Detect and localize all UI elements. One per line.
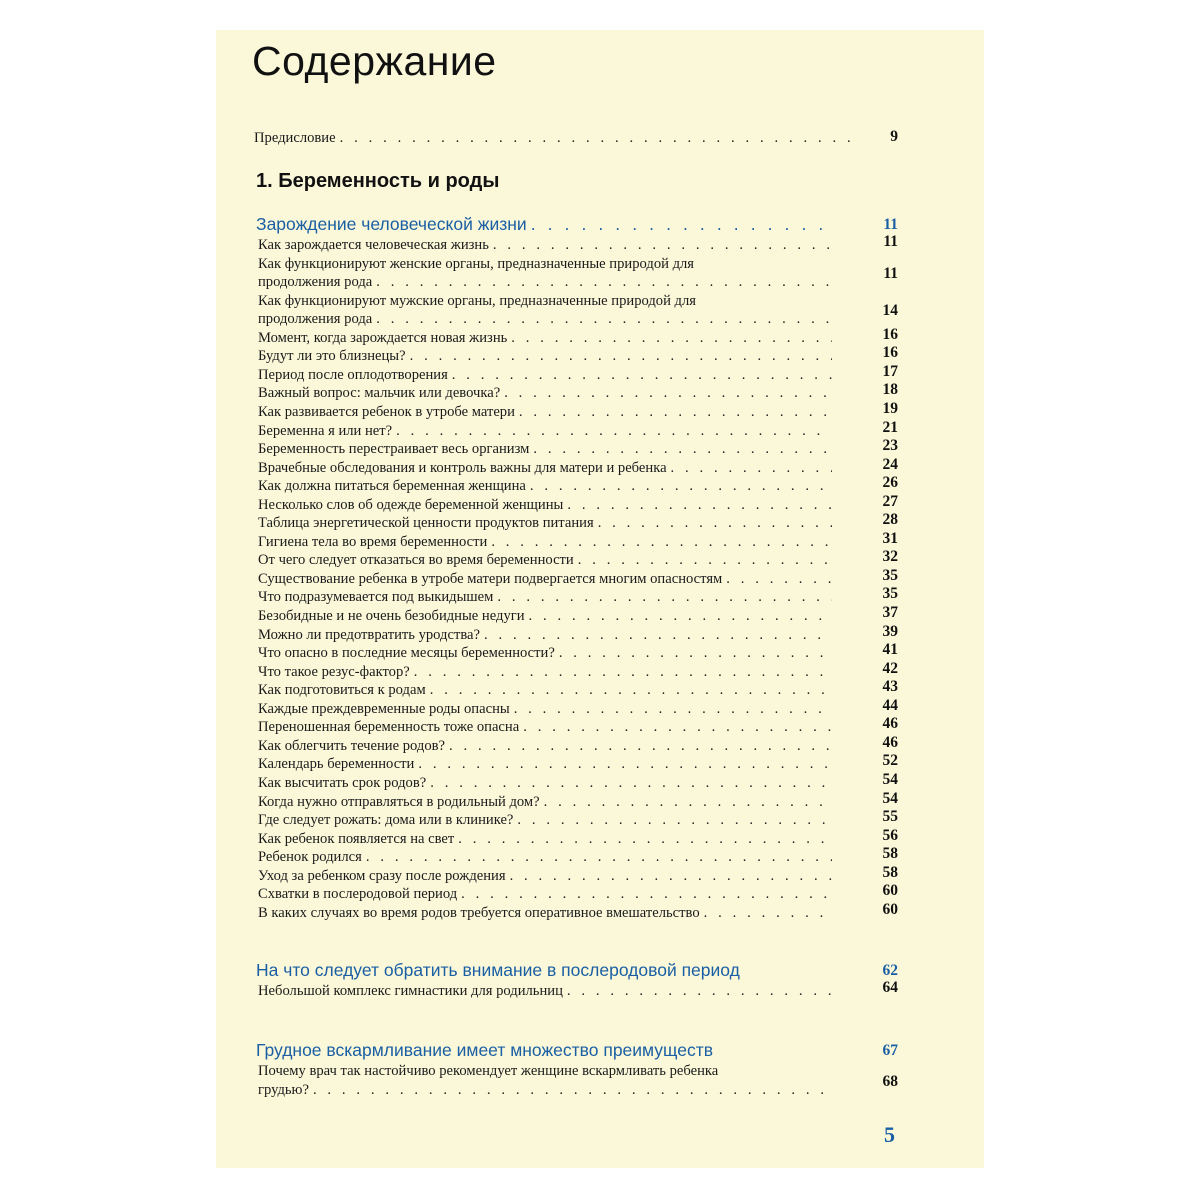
toc-entry-label: Беременность перестраивает весь организм <box>258 441 530 458</box>
toc-entry-label-line1: Как функционируют женские органы, предназначенные природой для <box>258 255 695 272</box>
toc-entry-label: Каждые преждевременные роды опасны <box>258 700 510 717</box>
toc-entry-label: Схватки в послеродовой период <box>258 886 458 903</box>
toc-page-number: 19 <box>882 399 898 417</box>
toc-entry-label: Беременна я или нет? <box>258 422 393 439</box>
toc-entry-label: Как развивается ребенок в утробе матери <box>258 403 515 420</box>
toc-page-number: 28 <box>882 511 898 529</box>
toc-page-number: 16 <box>882 325 898 343</box>
toc-entry-label: Врачебные обследования и контроль важны для матери и ребенка <box>258 459 667 476</box>
toc-page-number: 9 <box>890 128 898 145</box>
toc-entry-label: Календарь беременности <box>258 756 415 773</box>
toc-page-number: 58 <box>882 845 898 863</box>
toc-page-number: 35 <box>882 585 898 603</box>
toc-section-heading-label: Грудное вскармливание имеет множество преимуществ <box>256 1040 714 1060</box>
toc-page-number: 39 <box>882 622 898 640</box>
toc-page-number: 21 <box>882 418 898 436</box>
toc-entry-label: Предисловие <box>254 130 336 146</box>
toc-entry-label: В каких случаях во время родов требуется оперативное вмешательство <box>258 904 700 921</box>
toc-entry-label: Что опасно в последние месяцы беременности? <box>258 645 555 662</box>
toc-entry-label: Будут ли это близнецы? <box>258 348 406 365</box>
toc-page-number: 31 <box>882 529 898 547</box>
toc-page-number: 46 <box>882 733 898 751</box>
toc-entry-label: Безобидные и не очень безобидные недуги <box>258 608 525 624</box>
toc-page-number: 54 <box>882 789 898 807</box>
toc-page-number: 27 <box>882 492 898 510</box>
toc-entry-label: Как высчитать срок родов? <box>258 774 427 791</box>
toc-page-number: 17 <box>882 362 898 380</box>
toc-section-heading-label: Зарождение человеческой жизни <box>256 214 527 234</box>
toc-page-number: 60 <box>882 882 898 900</box>
toc-page-number: 42 <box>882 659 898 677</box>
toc-page-number: 26 <box>882 474 898 492</box>
toc-entry-label: грудью? <box>258 1081 309 1098</box>
toc-entry-label: Как должна питаться беременная женщина <box>258 478 526 495</box>
toc-page-number: 67 <box>882 1042 898 1059</box>
toc-page-number: 46 <box>882 715 898 733</box>
toc-page-number: 23 <box>882 437 898 455</box>
toc-entry-label: Небольшой комплекс гимнастики для родильниц <box>258 983 563 999</box>
toc-entry-label: продолжения рода <box>258 274 373 291</box>
toc-entry-label: продолжения рода <box>258 311 373 328</box>
toc-section-heading-label: На что следует обратить внимание в послеродовой период <box>256 960 740 980</box>
toc-page-number: 32 <box>882 548 898 566</box>
toc-entry-label: Что подразумевается под выкидышем <box>258 589 494 606</box>
toc-page-number: 35 <box>882 566 898 584</box>
toc-page-number: 60 <box>882 900 898 918</box>
toc-entry-label: Таблица энергетической ценности продуктов питания <box>258 515 594 532</box>
toc-page-number: 14 <box>882 302 898 320</box>
part-title: 1. Беременность и роды <box>256 170 500 192</box>
toc-page-number: 37 <box>882 604 898 621</box>
toc-entry-label: Момент, когда зарождается новая жизнь <box>258 329 508 346</box>
toc-page-number: 58 <box>882 863 898 881</box>
toc-page-number: 24 <box>882 455 898 473</box>
toc-entry-label: Период после оплодотворения <box>258 366 448 383</box>
toc-entry-label-line1: Почему врач так настойчиво рекомендует женщине вскармливать ребенка <box>258 1063 719 1079</box>
toc-entry-label: Где следует рожать: дома или в клинике? <box>258 812 514 829</box>
toc-page-number: 16 <box>882 344 898 362</box>
toc-page-number: 11 <box>883 216 898 233</box>
toc-page-number: 52 <box>882 752 898 770</box>
toc-entry-label: Существование ребенка в утробе матери подвергается многим опасностям <box>258 570 723 587</box>
toc-entry-label: Уход за ребенком сразу после рождения <box>258 867 506 884</box>
toc-page-number: 44 <box>882 696 898 714</box>
page-folio: 5 <box>884 1122 895 1147</box>
toc-page-number: 64 <box>882 979 898 996</box>
toc-entry-label: Важный вопрос: мальчик или девочка? <box>258 385 501 402</box>
toc-page-number: 41 <box>882 641 898 659</box>
toc-entry-label: Как подготовиться к родам <box>258 682 426 699</box>
toc-page-number: 56 <box>882 826 898 844</box>
toc-page-number: 43 <box>882 678 898 696</box>
toc-entry-label-line1: Как функционируют мужские органы, предназначенные природой для <box>258 292 696 309</box>
toc-entry-label: От чего следует отказаться во время беременности <box>258 552 574 569</box>
page-title: Содержание <box>252 38 497 84</box>
toc-entry-label: Как зарождается человеческая жизнь <box>258 237 489 253</box>
toc-entry-label: Несколько слов об одежде беременной женщины <box>258 496 564 513</box>
toc-entry-label: Ребенок родился <box>258 849 362 866</box>
toc-page-number: 55 <box>882 808 898 826</box>
book-page <box>216 30 984 1168</box>
toc-entry-label: Что такое резус-фактор? <box>258 663 410 680</box>
toc-entry-label: Когда нужно отправляться в родильный дом? <box>258 793 540 810</box>
toc-entry-label: Как облегчить течение родов? <box>258 737 446 754</box>
toc-entry-label: Переношенная беременность тоже опасна <box>258 719 520 736</box>
toc-page-number: 62 <box>882 962 898 979</box>
toc-page-number: 11 <box>883 233 898 250</box>
toc-page-number: 18 <box>882 381 898 399</box>
toc-entry-label: Как ребенок появляется на свет <box>258 830 455 847</box>
toc-entry-label: Гигиена тела во время беременности <box>258 533 488 550</box>
toc-page-number: 54 <box>882 770 898 788</box>
toc-page-number: 68 <box>882 1072 898 1090</box>
toc-page-number: 11 <box>883 265 898 283</box>
toc-entry-label: Можно ли предотвратить уродства? <box>258 626 480 643</box>
